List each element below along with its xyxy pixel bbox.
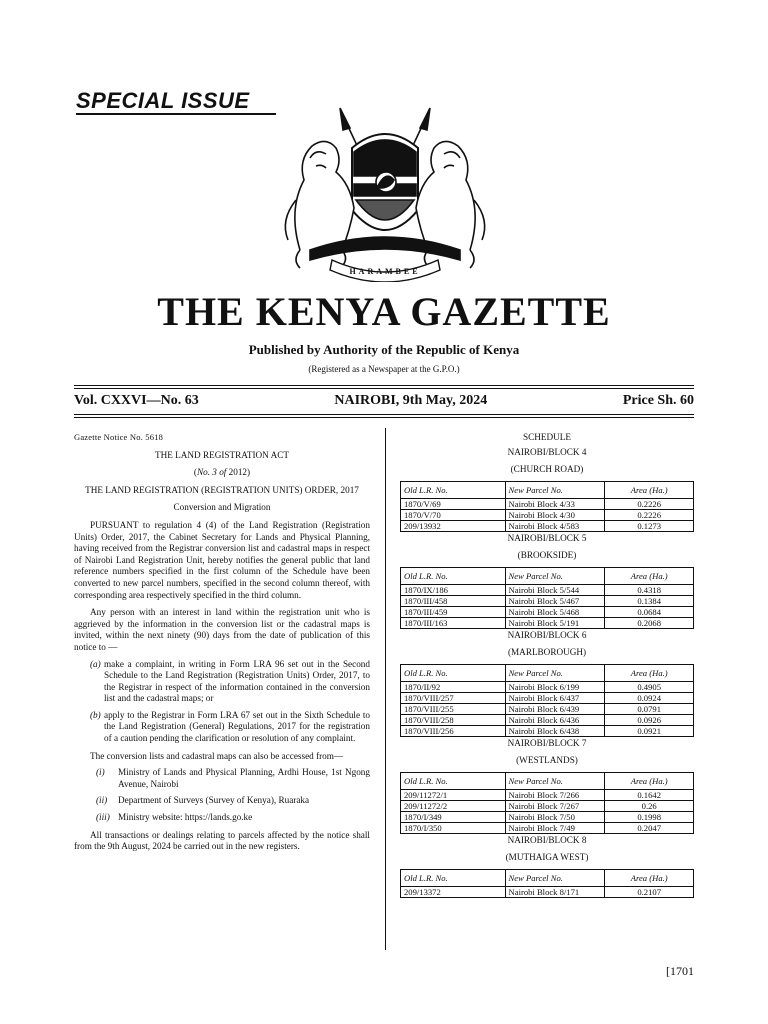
table-cell: 1870/III/163	[401, 618, 506, 629]
table-cell: 0.1273	[605, 521, 694, 532]
table-cell: 0.2226	[605, 499, 694, 510]
column-header: Area (Ha.)	[605, 665, 694, 682]
table-cell: 1870/III/459	[401, 607, 506, 618]
masthead-rule-bottom	[74, 414, 694, 415]
block-area: (MUTHAIGA WEST)	[505, 852, 589, 862]
table-cell: 1870/V/69	[401, 499, 506, 510]
column-header: New Parcel No.	[505, 870, 605, 887]
column-header: Area (Ha.)	[605, 568, 694, 585]
table-cell: Nairobi Block 7/267	[505, 801, 605, 812]
table-row	[401, 726, 694, 737]
column-header: New Parcel No.	[505, 568, 605, 585]
table-row	[401, 585, 694, 596]
table-cell: 0.0791	[605, 704, 694, 715]
table-cell: 0.0924	[605, 693, 694, 704]
block-name: NAIROBI/BLOCK 5	[507, 533, 587, 543]
table-cell: Nairobi Block 6/437	[505, 693, 605, 704]
table-cell: 209/11272/1	[401, 790, 506, 801]
table-cell: 209/11272/2	[401, 801, 506, 812]
act-number: (No. 3 of 2012)	[193, 467, 251, 478]
coat-of-arms-icon	[270, 100, 500, 282]
table-row	[401, 790, 694, 801]
table-cell: Nairobi Block 6/439	[505, 704, 605, 715]
table-cell: Nairobi Block 5/468	[505, 607, 605, 618]
block-name: NAIROBI/BLOCK 7	[507, 738, 587, 748]
table-cell: Nairobi Block 7/49	[505, 823, 605, 834]
table-cell: 209/13372	[401, 887, 506, 898]
block-area: (MARLBOROUGH)	[507, 647, 587, 657]
schedule	[400, 432, 694, 898]
table-row	[401, 618, 694, 629]
masthead-rule-bottom-2	[74, 417, 694, 418]
table-row	[401, 887, 694, 898]
schedule-table	[400, 772, 694, 834]
table-cell: 0.1998	[605, 812, 694, 823]
column-divider	[385, 428, 386, 950]
column-header: New Parcel No.	[505, 665, 605, 682]
list-item: (i) Ministry of Lands and Physical Planning, Ardhi House, 1st Ngong Avenue, Nairobi	[96, 767, 370, 789]
block-name: NAIROBI/BLOCK 4	[507, 447, 587, 457]
masthead-rule-top	[74, 385, 694, 386]
gazette-notice	[74, 432, 370, 853]
table-cell: 0.4318	[605, 585, 694, 596]
gazette-title: THE KENYA GAZETTE	[157, 289, 611, 334]
table-row	[401, 704, 694, 715]
table-cell: Nairobi Block 4/30	[505, 510, 605, 521]
table-cell: 209/13932	[401, 521, 506, 532]
schedule-table	[400, 567, 694, 629]
table-cell: 1870/VIII/255	[401, 704, 506, 715]
crest-motto: HARAMBEE	[349, 267, 421, 276]
table-row	[401, 693, 694, 704]
table-cell: Nairobi Block 6/438	[505, 726, 605, 737]
table-cell: Nairobi Block 4/33	[505, 499, 605, 510]
schedule-title: SCHEDULE	[523, 432, 571, 442]
table-cell: 1870/I/349	[401, 812, 506, 823]
page-number: [1701	[666, 964, 694, 978]
list-item: (b) apply to the Registrar in Form LRA 67 set out in the Sixth Schedule to the Land Registration (General) Regulations, 2017 for the registration of a caution pending the clarification or resolution of any complaint.	[90, 709, 370, 744]
schedule-table	[400, 664, 694, 737]
table-cell: Nairobi Block 8/171	[505, 887, 605, 898]
table-cell: Nairobi Block 7/50	[505, 812, 605, 823]
table-cell: 0.4905	[605, 682, 694, 693]
column-header: Old L.R. No.	[401, 568, 506, 585]
column-header: New Parcel No.	[505, 482, 605, 499]
published-by: Published by Authority of the Republic of Kenya	[248, 342, 520, 357]
column-header: Area (Ha.)	[605, 773, 694, 790]
block-name: NAIROBI/BLOCK 8	[507, 835, 587, 845]
table-cell: 0.1384	[605, 596, 694, 607]
list-item: (ii) Department of Surveys (Survey of Kenya), Ruaraka	[96, 795, 310, 806]
table-cell: Nairobi Block 7/266	[505, 790, 605, 801]
order-title: THE LAND REGISTRATION (REGISTRATION UNITS) ORDER, 2017	[85, 484, 359, 495]
column-header: Old L.R. No.	[401, 773, 506, 790]
masthead-rule-top-2	[74, 388, 694, 389]
table-row	[401, 510, 694, 521]
table-cell: 0.0926	[605, 715, 694, 726]
table-cell: 0.26	[605, 801, 694, 812]
table-cell: 1870/III/458	[401, 596, 506, 607]
table-cell: 1870/V/70	[401, 510, 506, 521]
column-header: Old L.R. No.	[401, 870, 506, 887]
paragraph-4: All transactions or dealings relating to parcels affected by the notice shall from the 9th August, 2024 be carried out in the new registers.	[74, 829, 370, 852]
list-item: (iii) Ministry website: https://lands.go.ke	[96, 812, 253, 823]
table-row	[401, 607, 694, 618]
table-cell: Nairobi Block 6/199	[505, 682, 605, 693]
paragraph-3: The conversion lists and cadastral maps can also be accessed from—	[90, 750, 344, 761]
table-cell: 0.2068	[605, 618, 694, 629]
table-cell: 0.2226	[605, 510, 694, 521]
table-row	[401, 682, 694, 693]
block-area: (BROOKSIDE)	[517, 550, 577, 560]
schedule-table	[400, 869, 694, 898]
column-header: Area (Ha.)	[605, 870, 694, 887]
table-row	[401, 521, 694, 532]
table-cell: 0.2047	[605, 823, 694, 834]
table-cell: Nairobi Block 5/191	[505, 618, 605, 629]
block-area: (WESTLANDS)	[516, 755, 578, 765]
block-area: (CHURCH ROAD)	[510, 464, 584, 474]
column-header: Old L.R. No.	[401, 482, 506, 499]
masthead	[74, 393, 694, 409]
table-cell: Nairobi Block 6/436	[505, 715, 605, 726]
price: Price Sh. 60	[622, 393, 694, 408]
table-cell: 1870/II/92	[401, 682, 506, 693]
table-cell: 0.2107	[605, 887, 694, 898]
table-cell: Nairobi Block 4/583	[505, 521, 605, 532]
table-cell: 1870/VIII/256	[401, 726, 506, 737]
table-row	[401, 812, 694, 823]
notice-number: Gazette Notice No. 5618	[74, 432, 164, 442]
table-cell: 0.0684	[605, 607, 694, 618]
special-issue-label: SPECIAL ISSUE	[76, 88, 250, 113]
table-cell: 1870/I/350	[401, 823, 506, 834]
registered-note: (Registered as a Newspaper at the G.P.O.)	[308, 364, 460, 374]
table-cell: 1870/IX/186	[401, 585, 506, 596]
table-cell: Nairobi Block 5/544	[505, 585, 605, 596]
paragraph-2: Any person with an interest in land within the registration unit who is aggrieved by the information in the conversion list or the cadastral maps is invited, within the next ninety (90) days from the date of publication of this notice to —	[74, 607, 370, 652]
table-cell: 0.0921	[605, 726, 694, 737]
table-row	[401, 801, 694, 812]
act-title: THE LAND REGISTRATION ACT	[155, 449, 289, 460]
table-cell: 0.1642	[605, 790, 694, 801]
place-date: NAIROBI, 9th May, 2024	[334, 393, 488, 408]
column-header: Old L.R. No.	[401, 665, 506, 682]
table-cell: 1870/VIII/257	[401, 693, 506, 704]
volume-number: Vol. CXXVI—No. 63	[74, 393, 199, 408]
block-name: NAIROBI/BLOCK 6	[507, 630, 587, 640]
table-cell: 1870/VIII/258	[401, 715, 506, 726]
table-cell: Nairobi Block 5/467	[505, 596, 605, 607]
column-header: Area (Ha.)	[605, 482, 694, 499]
table-row	[401, 715, 694, 726]
subheading: Conversion and Migration	[173, 502, 271, 513]
schedule-table	[400, 481, 694, 532]
special-issue-underline	[76, 113, 276, 115]
table-row	[401, 499, 694, 510]
table-row	[401, 823, 694, 834]
paragraph-1: PURSUANT to regulation 4 (4) of the Land Registration (Registration Units) Order, 2017, the Cabinet Secretary for Lands and Physical Planning, having received from the Registrar conversion list and cadastral maps in respect of Nairobi Land Registration Unit, hereby notifies the general public that land reference numbers specified in the first column of the Schedule have been converted to new parcel numbers, specified in the second column thereof, with corresponding area respectively specified in the third column.	[74, 519, 370, 600]
table-row	[401, 596, 694, 607]
column-header: New Parcel No.	[505, 773, 605, 790]
list-item: (a) make a complaint, in writing in Form LRA 96 set out in the Second Schedule to the Land Registration (Registration Units) Order, 2017, to the Registrar in respect of the information contained in the conversion list and the cadastral maps; or	[90, 658, 370, 704]
